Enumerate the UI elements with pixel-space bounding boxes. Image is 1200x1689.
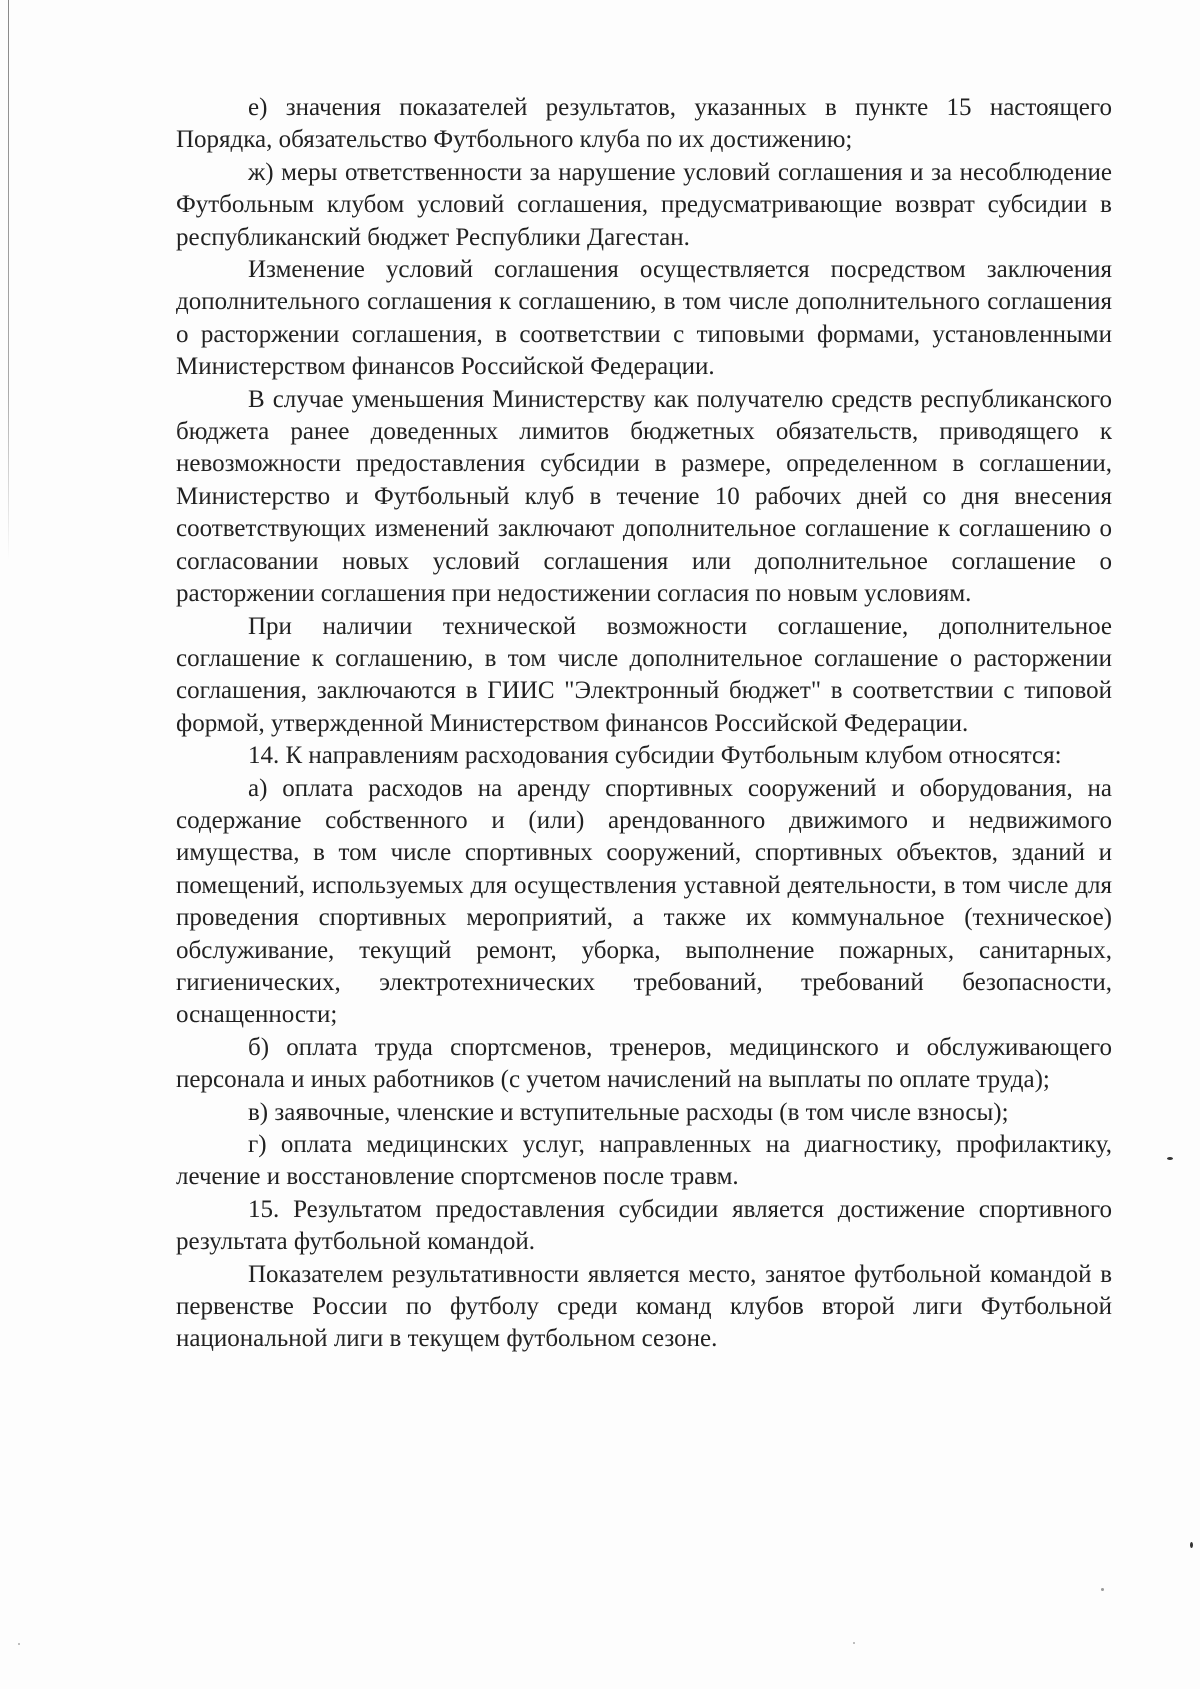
paragraph-electronic-budget: При наличии технической возможности соглашение, дополнительное соглашение к соглашению, в том числе дополнительное соглашение о расторжении соглашения, заключаются в ГИИС "Электронный бюджет" в соответствии с типовой формой, утвержденной Министерством финансов Российской Федерации. [176,612,1112,737]
paragraph-performance-indicator: Показателем результативности является место, занятое футбольной командой в первенстве России по футболу среди команд клубов второй лиги Футбольной национальной лиги в текущем футбольном сезоне. [176,1260,1112,1353]
scan-edge-line [8,0,9,560]
document-body [176,92,1112,1356]
paragraph-item-e: е) значения показателей результатов, указанных в пункте 15 настоящего Порядка, обязательство Футбольного клуба по их достижению; [176,94,1112,154]
paragraph-item-zh: ж) меры ответственности за нарушение условий соглашения и за несоблюдение Футбольным клубом условий соглашения, предусматривающие возврат субсидии в республиканский бюджет Республики Дагестан. [176,158,1112,251]
scan-speck [1167,1157,1173,1160]
paragraph-item-v: в) заявочные, членские и вступительные расходы (в том числе взносы); [248,1098,1009,1126]
paragraph-item-b: б) оплата труда спортсменов, тренеров, медицинского и обслуживающего персонала и иных работников (с учетом начислений на выплаты по оплате труда); [176,1033,1112,1094]
paragraph-limits-reduction: В случае уменьшения Министерству как получателю средств республиканского бюджета ранее доведенных лимитов бюджетных обязательств, приводящего к невозможности предоставления субсидии в размере, определенном в соглашении, Министерство и Футбольный клуб в течение 10 рабочих дней со дня внесения соответствующих изменений заключают дополнительное соглашение к соглашению о согласовании новых условий соглашения или дополнительное соглашение о расторжении соглашения при недостижении согласия по новым условиям. [176,385,1112,608]
scan-speck [18,1643,20,1645]
paragraph-item-g: г) оплата медицинских услуг, направленных на диагностику, профилактику, лечение и восстановление спортсменов после травм. [176,1131,1112,1191]
paragraph-item-a: а) оплата расходов на аренду спортивных сооружений и оборудования, на содержание собственного и (или) арендованного движимого и недвижимого имущества, в том числе спортивных сооружений, спортивных объектов, зданий и помещений, используемых для осуществления уставной деятельности, в том числе для проведения спортивных мероприятий, а также их коммунальное (техническое) обслуживание, текущий ремонт, уборка, выполнение пожарных, санитарных, гигиенических, электротехнических требований, требований безопасности, оснащенности; [176,774,1112,1029]
paragraph-agreement-change: Изменение условий соглашения осуществляется посредством заключения дополнительного соглашения к соглашению, в том числе дополнительного соглашения о расторжении соглашения, в соответствии с типовыми формами, установленными Министерством финансов Российской Федерации. [176,256,1112,381]
paragraph-section-14: 14. К направлениям расходования субсидии Футбольным клубом относятся: [248,742,1062,770]
scan-speck [1190,1542,1193,1548]
scan-speck [1101,1588,1104,1591]
scan-speck [853,1642,855,1644]
paragraph-section-15: 15. Результатом предоставления субсидии является достижение спортивного результата футбольной командой. [176,1195,1112,1256]
